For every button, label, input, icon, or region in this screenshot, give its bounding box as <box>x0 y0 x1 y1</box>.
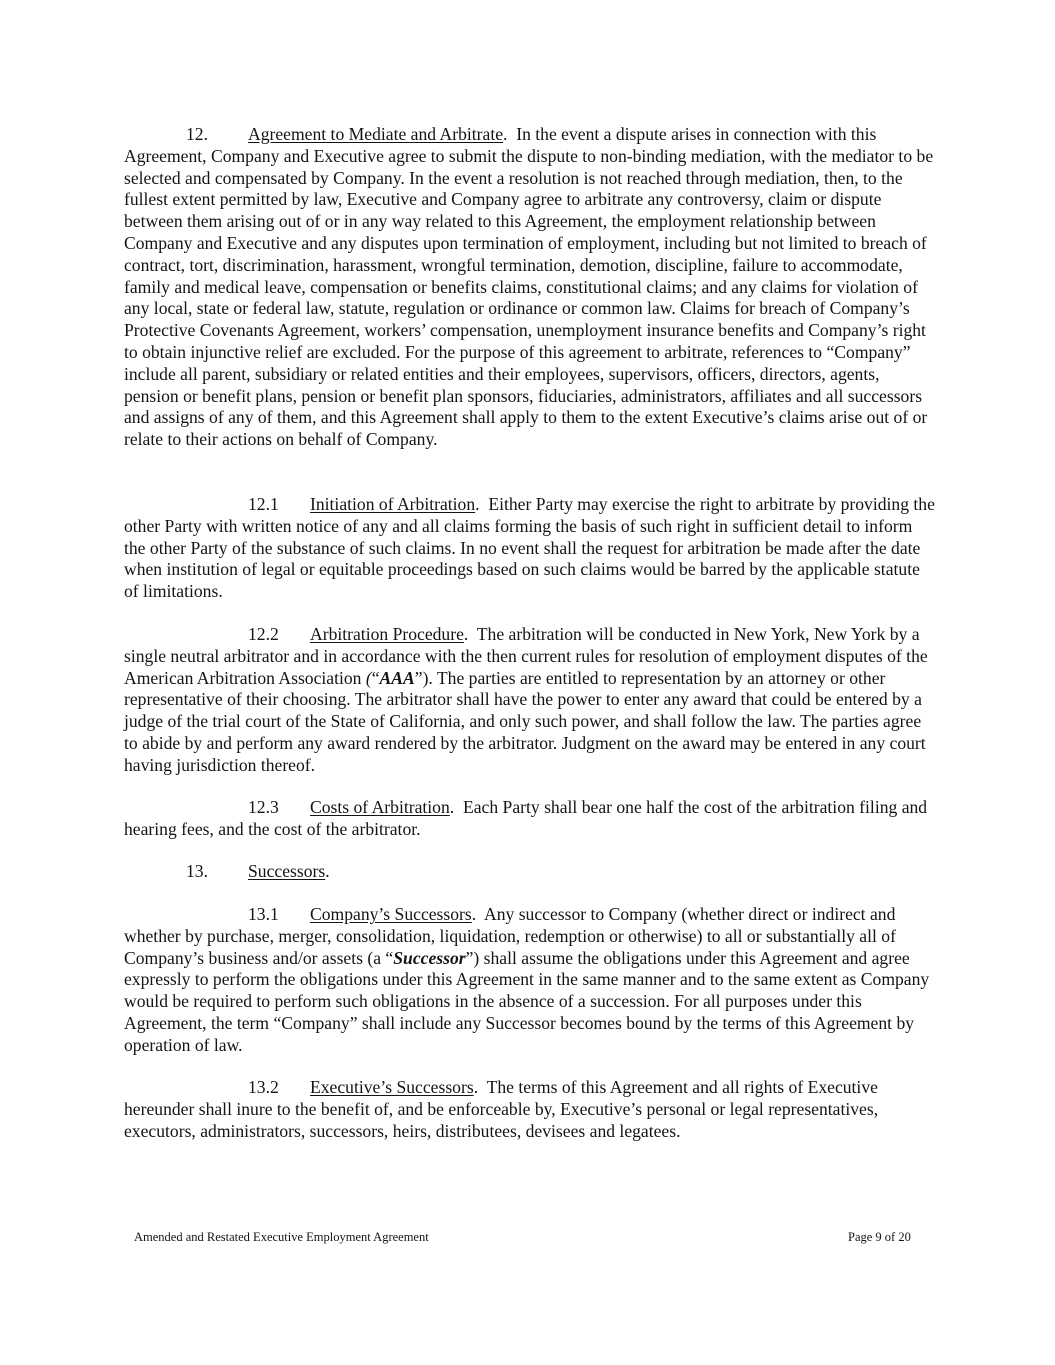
section-12-3: 12.3 Costs of Arbitration. Each Party shall bear one half the cost of the arbitration filing and hearing fees, and the cost of the arbitrator. <box>124 797 928 839</box>
section-heading: Initiation of Arbitration <box>310 494 476 514</box>
section-number: 13.2 <box>248 1077 279 1097</box>
section-number: 12. <box>186 124 208 144</box>
section-heading: Arbitration Procedure <box>310 624 464 644</box>
section-body: Any successor to Company (whether direct or indirect and whether by purchase, merger, consolidation, liquidation, redemption or otherwise) to all or substantially all of Company’s business and/or assets (a “ <box>124 904 896 968</box>
section-body: The terms of this Agreement and all rights of Executive hereunder shall inure to the benefit of, and be enforceable by, Executive’s personal or legal representatives, executors, administrators, successors, heirs, distributees, devisees and legatees. <box>124 1077 879 1141</box>
section-heading: Company’s Successors <box>310 904 472 924</box>
section-heading: Executive’s Successors <box>310 1077 474 1097</box>
section-number: 12.1 <box>248 494 279 514</box>
section-heading: Agreement to Mediate and Arbitrate <box>248 124 504 144</box>
section-13-1: 13.1 Company’s Successors. Any successor to Company (whether direct or indirect and whether by purchase, merger, consolidation, liquidation, redemption or otherwise) to all or substantially all of Company’s business and/or assets (a “Successor”) shall assume the obligations under this Agreement and agree expressly to perform the obligations under this Agreement in the same manner and to the same extent as Company would be required to perform such obligations in the absence of a succession. For all purposes under this Agreement, the term “Company” shall include any Successor becomes bound by the terms of this Agreement by operation of law. <box>124 904 930 1055</box>
defined-term-aaa: AAA <box>379 667 415 688</box>
section-13 <box>124 861 936 883</box>
section-12: 12. Agreement to Mediate and Arbitrate. In the event a dispute arises in connection with this Agreement, Company and Executive agree to submit the dispute to non-binding mediation, with the mediator to be selected and compensated by Company. In the event a resolution is not reached through mediation, then, to the fullest extent permitted by law, Executive and Company agree to arbitrate any controversy, claim or dispute between them arising out of or in any way related to this Agreement, the employment relationship between Company and Executive and any disputes upon termination of employment, including but not limited to breach of contract, tort, discrimination, harassment, wrongful termination, demotion, discipline, failure to accommodate, family and medical leave, compensation or benefits claims, constitutional claims; and any claims for violation of any local, state or federal law, statute, regulation or ordinance or common law. Claims for breach of Company’s Protective Covenants Agreement, workers’ compensation, unemployment insurance benefits and Company’s right to obtain injunctive relief are excluded. For the purpose of this agreement to arbitrate, references to “Company” include all parent, subsidiary or related entities and their employees, supervisors, officers, directors, agents, pension or benefit plans, pension or benefit plan sponsors, fiduciaries, administrators, affiliates and all successors and assigns of any of them, and this Agreement shall apply to them to the extent Executive’s claims arise out of or relate to their actions on behalf of Company. <box>124 124 934 450</box>
quote-open: “ <box>371 667 380 688</box>
section-number: 13. <box>186 861 208 881</box>
section-heading: Successors <box>248 861 326 881</box>
defined-term-successor: Successor <box>393 947 466 968</box>
section-number: 12.2 <box>248 624 279 644</box>
section-12-1: 12.1 Initiation of Arbitration. Either Party may exercise the right to arbitrate by providing the other Party with written notice of any and all claims forming the basis of such right in sufficient detail to inform the other Party of the substance of such claims. In no event shall the request for arbitration be made after the date when institution of legal or equitable proceedings based on such claims would be barred by the applicable statute of limitations. <box>124 494 935 602</box>
section-12-2: 12.2 Arbitration Procedure. The arbitration will be conducted in New York, New York by a single neutral arbitrator and in accordance with the then current rules for resolution of employment disputes of the American Arbitration Association (“AAA”). The parties are entitled to representation by an attorney or other representative of their choosing. The arbitrator shall have the power to enter any award that could be entered by a judge of the trial court of the State of California, and only such power, and shall follow the law. The parties agree to abide by and perform any award rendered by the arbitrator. Judgment on the award may be entered in any court having jurisdiction thereof. <box>124 624 928 775</box>
open-paren: ( <box>365 667 372 688</box>
footer-title: Amended and Restated Executive Employment Agreement <box>134 1230 429 1244</box>
section-body: Each Party shall bear one half the cost of the arbitration filing and hearing fees, and the cost of the arbitrator. <box>124 797 928 839</box>
section-number: 13.1 <box>248 904 279 924</box>
section-heading: Costs of Arbitration <box>310 797 450 817</box>
section-body: In the event a dispute arises in connection with this Agreement, Company and Executive agree to submit the dispute to non-binding mediation, with the mediator to be selected and compensated by Company. In the event a resolution is not reached through mediation, then, to the fullest extent permitted by law, Executive and Company agree to arbitrate any controversy, claim or dispute between them arising out of or in any way related to this Agreement, the employment relationship between Company and Executive and any disputes upon termination of employment, including but not limited to breach of contract, tort, discrimination, harassment, wrongful termination, demotion, discipline, failure to accommodate, family and medical leave, compensation or benefits claims, constitutional claims; and any claims for violation of any local, state or federal law, statute, regulation or ordinance or common law. Claims for breach of Company’s Protective Covenants Agreement, workers’ compensation, unemployment insurance benefits and Company’s right to obtain injunctive relief are excluded. For the purpose of this agreement to arbitrate, references to “Company” include all parent, subsidiary or related entities and their employees, supervisors, officers, directors, agents, pension or benefit plans, pension or benefit plan sponsors, fiduciaries, administrators, affiliates and all successors and assigns of any of them, and this Agreement shall apply to them to the extent Executive’s claims arise out of or relate to their actions on behalf of Company. <box>124 124 934 450</box>
section-number: 12.3 <box>248 797 279 817</box>
section-body-cont: ”) shall assume the obligations under this Agreement and agree expressly to perform the obligations under this Agreement in the same manner and to the same extent as Company would be required to perform such obligations in the absence of a succession. For all purposes under this Agreement, the term “Company” shall include any Successor becomes bound by the terms of this Agreement by operation of law. <box>124 947 930 1055</box>
section-13-2: 13.2 Executive’s Successors. The terms of this Agreement and all rights of Executive hereunder shall inure to the benefit of, and be enforceable by, Executive’s personal or legal representatives, executors, administrators, successors, heirs, distributees, devisees and legatees. <box>124 1077 879 1141</box>
footer-page-number: Page 9 of 20 <box>848 1230 911 1244</box>
heading-period: . <box>325 861 330 881</box>
section-body: The arbitration will be conducted in New York, New York by a single neutral arbitrator and in accordance with the then current rules for resolution of employment disputes of the American Arbitration Association <box>124 624 928 688</box>
section-body: Either Party may exercise the right to arbitrate by providing the other Party with written notice of any and all claims forming the basis of such right in sufficient detail to inform the other Party of the substance of such claims. In no event shall the request for arbitration be made after the date when institution of legal or equitable proceedings based on such claims would be barred by the applicable statute of limitations. <box>124 494 935 602</box>
section-body-cont: ”). The parties are entitled to representation by an attorney or other representative of their choosing. The arbitrator shall have the power to enter any award that could be entered by a judge of the trial court of the State of California, and only such power, and shall follow the law. The parties agree to abide by and perform any award rendered by the arbitrator. Judgment on the award may be entered in any court having jurisdiction thereof. <box>124 667 926 775</box>
